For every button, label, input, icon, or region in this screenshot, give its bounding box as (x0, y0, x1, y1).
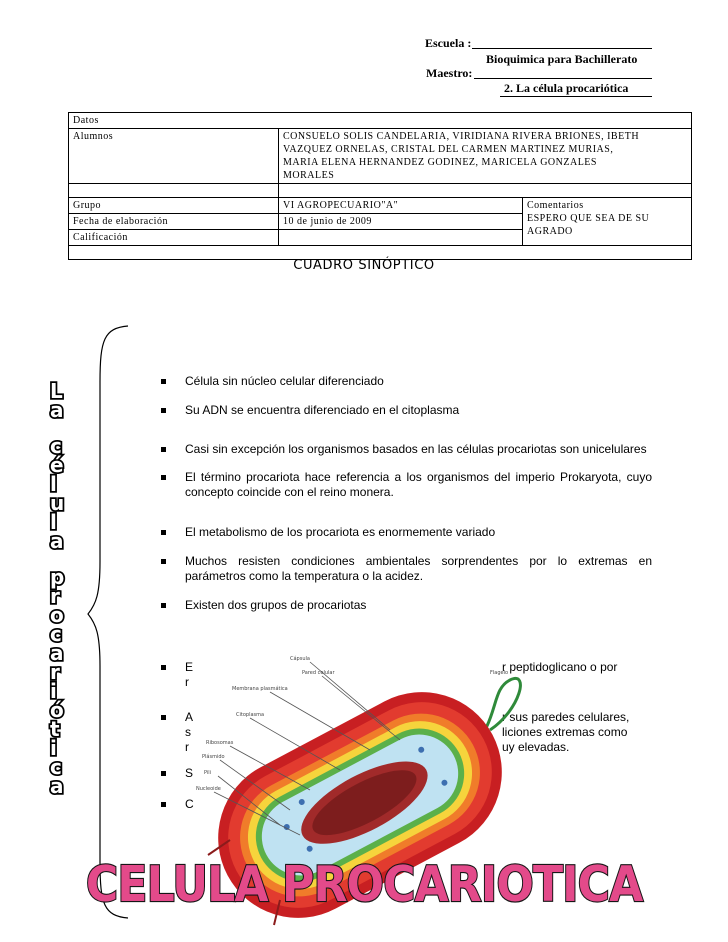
curly-brace (86, 322, 132, 922)
banner-text: CELULA PROCARIOTICA (85, 856, 643, 913)
bullet-text: Casi sin excepción los organismos basados en las células procariotas son unicelulares (185, 442, 647, 456)
escuela-value: Bioquimica para Bachillerato (486, 52, 638, 66)
bullet-fragment: liciones extremas como (502, 725, 628, 739)
section-title: CUADRO SINÓPTICO (293, 258, 435, 273)
vertical-letter: a (50, 529, 64, 553)
label-membrana: Membrana plasmática (232, 686, 288, 692)
list-item (160, 554, 652, 584)
bullet-fragment: r (185, 675, 189, 689)
label-plasmido: Plásmido (202, 754, 225, 760)
escuela-underline (472, 48, 652, 49)
label-citoplasma: Citoplasma (236, 712, 265, 718)
maestro-value: 2. La célula procariótica (504, 81, 629, 95)
bullet-text: Su ADN se encuentra diferenciado en el citoplasma (185, 403, 460, 417)
vertical-letter: a (50, 398, 64, 422)
vertical-letter: p (50, 565, 65, 589)
maestro-label: Maestro: (426, 66, 473, 80)
alumnos-line: MORALES (283, 170, 335, 181)
banner-title (0, 856, 728, 913)
alumnos-line: MARIA ELENA HERNANDEZ GODINEZ, MARICELA GONZALES (283, 157, 597, 168)
list-item (160, 598, 652, 613)
vertical-letter: o (50, 603, 64, 627)
bullet-fragment: r peptidoglicano o por (502, 660, 618, 674)
label-ribosomas: Ribosomas (206, 740, 234, 746)
vertical-letter: a (50, 774, 64, 798)
vertical-letter: a (50, 641, 64, 665)
bullet-list (160, 370, 652, 613)
bullet-text: El término procariota hace referencia a los organismos del imperio Prokaryota, cuyo concepto coincide con el reino monera. (185, 470, 652, 499)
label-flagelo: Flagelo (490, 670, 509, 676)
fecha-value: 10 de junio de 2009 (279, 214, 523, 230)
bullet-fragment: S (185, 766, 194, 780)
alumnos-line: VAZQUEZ ORNELAS, CRISTAL DEL CARMEN MARTINEZ MURIAS, (283, 144, 614, 155)
calificacion-value (279, 230, 523, 246)
vertical-letter: i (50, 736, 57, 760)
grupo-value: VI AGROPECUARIO"A" (279, 198, 523, 214)
bullet-fragment: s (185, 725, 191, 739)
vertical-letter: u (50, 491, 65, 515)
comentarios-line: AGRADO (527, 226, 573, 237)
bullet-text: El metabolismo de los procariota es enormemente variado (185, 525, 496, 539)
alumnos-label: Alumnos (69, 129, 279, 184)
spacer-cell (279, 184, 692, 198)
vertical-letter: é (50, 453, 64, 477)
label-nucleoide: Nucleoide (196, 786, 221, 792)
alumnos-line: CONSUELO SOLIS CANDELARIA, VIRIDIANA RIVERA BRIONES, IBETH (283, 131, 640, 142)
vertical-letter: r (50, 660, 60, 684)
escuela-label: Escuela : (425, 36, 472, 50)
vertical-letter: c (50, 434, 62, 458)
vertical-letter: i (50, 679, 57, 703)
label-pili: Pili (204, 770, 212, 776)
vertical-letter: c (50, 755, 62, 779)
datos-cell: Datos (69, 113, 692, 129)
bullet-fragment: C (185, 797, 194, 811)
comentarios-cell (523, 198, 692, 246)
comentarios-line: ESPERO QUE SEA DE SU (527, 213, 650, 224)
spacer-cell (69, 184, 279, 198)
bullet-text: Célula sin núcleo celular diferenciado (185, 374, 384, 388)
vertical-letter: t (50, 717, 60, 741)
grupo-label: Grupo (69, 198, 279, 214)
list-item (160, 403, 652, 418)
bullet-fragment: E (185, 660, 194, 674)
label-pared: Pared celular (302, 670, 335, 676)
vertical-letter: l (50, 472, 57, 496)
bullet-fragment: uy elevadas. (502, 740, 570, 754)
vertical-title (50, 379, 80, 798)
fecha-label: Fecha de elaboración (69, 214, 279, 230)
info-table (68, 112, 692, 260)
vertical-letter: l (50, 510, 57, 534)
maestro-underline (474, 78, 652, 79)
alumnos-value (279, 129, 692, 184)
vertical-letter: L (50, 379, 63, 403)
bullet-text: Existen dos grupos de procariotas (185, 598, 367, 612)
bullet-fragment: r (185, 740, 189, 754)
vertical-letter: r (50, 584, 60, 608)
list-item (160, 470, 652, 500)
list-item (160, 374, 652, 389)
list-item (160, 525, 652, 540)
bullet-text: Muchos resisten condiciones ambientales sorprendentes por lo extremas en parámetros como la temperatura o la acidez. (185, 554, 652, 583)
vertical-letter: ó (50, 698, 64, 722)
label-capsula: Cápsula (290, 656, 310, 662)
calificacion-label: Calificación (69, 230, 279, 246)
bullet-fragment: A (185, 710, 194, 724)
title-underline (500, 96, 652, 97)
bullet-fragment: r sus paredes celulares, (502, 710, 630, 724)
comentarios-label: Comentarios (527, 200, 584, 211)
list-item (160, 442, 652, 457)
vertical-letter: c (50, 622, 62, 646)
